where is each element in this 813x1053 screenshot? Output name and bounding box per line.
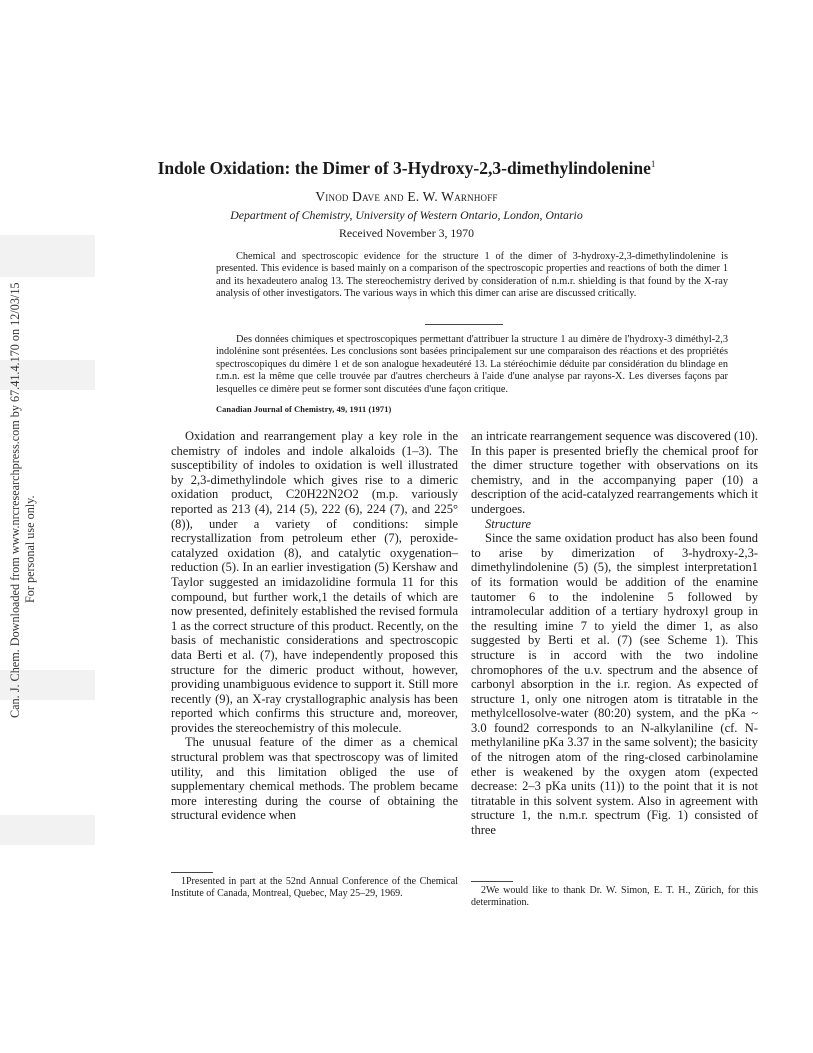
footnote-2 — [471, 885, 758, 909]
title-footnote-marker: 1 — [650, 159, 656, 170]
download-stamp-line2: For personal use only. — [23, 495, 37, 603]
footnote-1 — [171, 876, 458, 900]
scan-smudge — [0, 235, 95, 277]
journal-citation: Canadian Journal of Chemistry, 49, 1911 (1971) — [216, 405, 392, 414]
authors: Vinod Dave and E. W. Warnhoff — [315, 189, 498, 204]
body-column-left — [171, 429, 458, 823]
section-heading-structure: Structure — [485, 516, 532, 531]
body-paragraph: an intricate rearrangement sequence was discovered (10). In this paper is presented briefly the chemical proof for the dimer structure together with observations on its chemistry, and in the accompanying paper (10) a description of the acid-catalyzed rearrangements which it undergoes. — [471, 429, 759, 516]
article-title — [0, 158, 813, 179]
abstract-divider — [425, 324, 503, 325]
body-column-right — [471, 429, 758, 838]
download-stamp-line1: Can. J. Chem. Downloaded from www.nrcresearchpress.com by 67.41.4.170 on 12/03/15 — [8, 282, 22, 718]
footnote-rule — [471, 881, 513, 882]
body-paragraph: The unusual feature of the dimer as a chemical structural problem was that spectroscopy was of limited utility, and this limitation obliged the use of supplementary chemical methods. The problem became more interesting during the course of obtaining the structural evidence when — [171, 735, 458, 823]
footnote-rule — [171, 872, 213, 873]
abstract-french-text: Des données chimiques et spectroscopiques permettant d'attribuer la structure 1 au dimère de l'hydroxy-3 diméthyl-2,3 indolénine sont présentées. Les conclusions sont basées principalement sur une comparaison des réactions et des propriétés spectroscopiques du dimère 1 et de son analogue hexadeutéré 13. La stéréochimie déduite par considération du blindage en r.m.n. est la même que celle trouvée par d'autres chercheurs à l'aide d'une analyse par rayons-X. Les diverses façons par lesquelles ce dimère peut se former sont discutées d'une façon critique. — [216, 334, 728, 395]
affiliation: Department of Chemistry, University of Western Ontario, London, Ontario — [230, 208, 583, 222]
abstract-french — [216, 334, 728, 396]
abstract-english-text: Chemical and spectroscopic evidence for the structure 1 of the dimer of 3-hydroxy-2,3-dimethylindolenine is presented. This evidence is based mainly on a comparison of the spectroscopic properties and reactions of both the dimer 1 and its hexadeutero analog 13. The stereochemistry derived by consideration of n.m.r. shielding is that found by the X-ray analysis of other investigators. The various ways in which this dimer can arise are discussed critically. — [216, 251, 728, 300]
body-paragraph: Oxidation and rearrangement play a key role in the chemistry of indoles and indole alkaloids (1–3). The susceptibility of indoles to oxidation is well illustrated by 2,3-dimethylindole which gives rise to a dimeric oxidation product, C20H22N2O2 (m.p. variously reported as 213 (4), 214 (5), 222 (6), 224 (7), and 225° (8)), under a variety of conditions: simple recrystallization from petroleum ether (7), peroxide-catalyzed oxidation (8), and catalytic oxygenation–reduction (5). In an earlier investigation (5) Kershaw and Taylor suggested an imidazolidine formula 11 for this compound, but further work,1 the details of which are now presented, definitely established the revised formula 1 as the correct structure of this product. Recently, on the basis of mechanistic considerations and spectroscopic data Berti et al. (7), have independently proposed this structure for the dimeric product without, however, providing unambiguous evidence to support it. Still more recently (9), an X-ray crystallographic analysis has been reported which confirms this structure and, moreover, provides the stereochemistry of this molecule. — [171, 429, 458, 735]
scan-smudge — [0, 815, 95, 845]
received-date: Received November 3, 1970 — [339, 226, 474, 240]
footnote-2-text: 2We would like to thank Dr. W. Simon, E. T. H., Zürich, for this determination. — [471, 885, 758, 909]
footnote-1-text: 1Presented in part at the 52nd Annual Conference of the Chemical Institute of Canada, Montreal, Quebec, May 25–29, 1969. — [171, 876, 458, 900]
body-paragraph: Since the same oxidation product has also been found to arise by dimerization of 3-hydroxy-2,3-dimethylindolenine (5) (5), the simplest interpretation1 of its formation would be addition of the enamine tautomer 6 to the indolenine 5 followed by intramolecular addition of a tertiary hydroxyl group in the resulting imine 7 to yield the dimer 1, as also suggested by Berti et al. (7) (see Scheme 1). This structure is in accord with the two indoline chromophores of the u.v. spectrum and the absence of carbonyl absorption in the i.r. region. As expected of structure 1, only one nitrogen atom is titratable in the methylcellosolve-water (80:20) system, and the pKa ~ 3.0 found2 corresponds to an N-alkylaniline (cf. N-methylaniline pKa 3.37 in the same solvent); the basicity of the nitrogen atom of the ring-closed carbinolamine ether is weakened by the oxygen atom (expected decrease: 2–3 pKa units (11)) to the point that it is not titratable in this solvent system. Also in agreement with structure 1, the n.m.r. spectrum (Fig. 1) consisted of three — [471, 531, 758, 838]
title-text: Indole Oxidation: the Dimer of 3-Hydroxy-2,3-dimethylindolenine — [157, 158, 651, 178]
abstract-english — [216, 251, 728, 301]
